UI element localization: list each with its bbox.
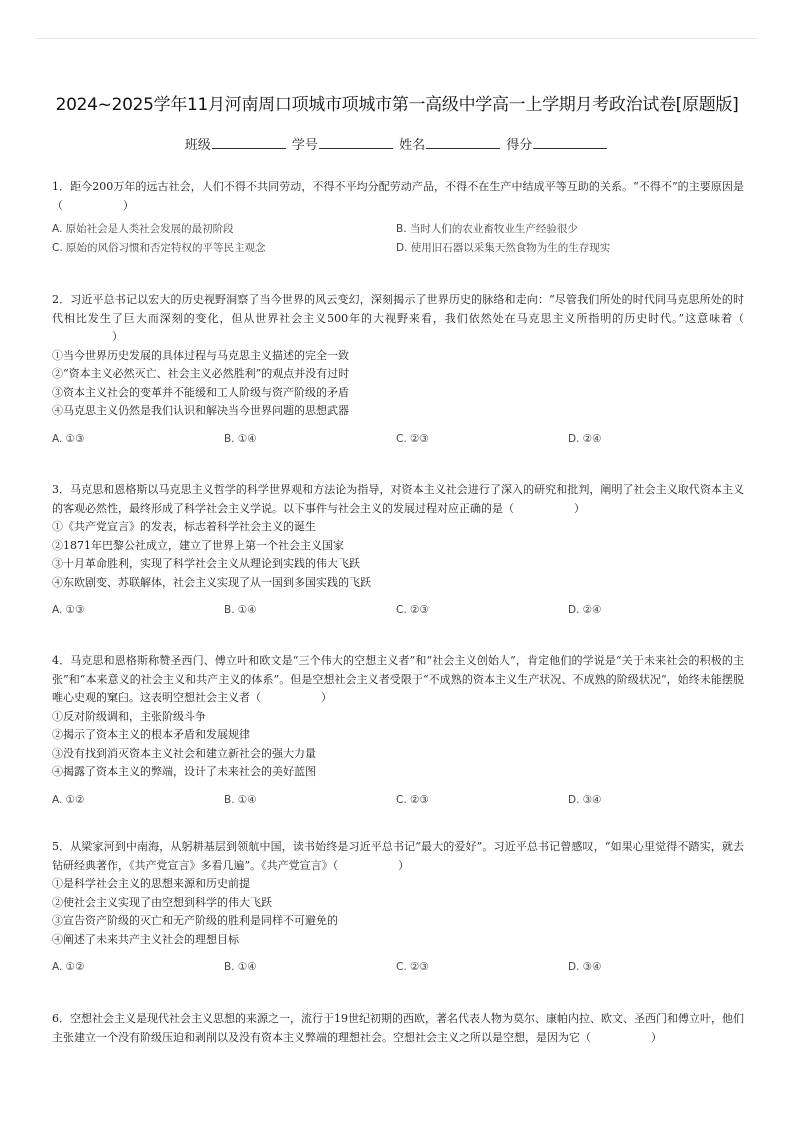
question-5 [52, 838, 744, 977]
class-blank[interactable] [212, 138, 286, 149]
statement-2: ②揭示了资本主义的根本矛盾和发展规律 [52, 728, 250, 741]
question-3 [52, 481, 744, 620]
option-d[interactable]: D. 使用旧石器以采集天然食物为生的生存现实 [396, 242, 611, 254]
statement-3: ③宣告资产阶级的灭亡和无产阶级的胜利是同样不可避免的 [52, 914, 338, 927]
id-blank[interactable] [319, 138, 393, 149]
page-title: 2024~2025学年11月河南周口项城市项城市第一高级中学高一上学期月考政治试卷[原题版] [55, 95, 739, 115]
option-a[interactable]: A. ①③ [52, 604, 85, 616]
option-a[interactable]: A. ①② [52, 961, 85, 973]
statement-1: ①当今世界历史发展的具体过程与马克思主义描述的完全一致 [52, 348, 349, 362]
student-info-line [0, 134, 794, 153]
id-label: 学号 [291, 138, 318, 153]
statement-4: ④阐述了未来共产主义社会的理想目标 [52, 932, 239, 946]
top-divider [36, 38, 758, 39]
question-6 [52, 1010, 744, 1047]
option-c[interactable]: C. ②③ [396, 793, 429, 806]
score-blank[interactable] [533, 138, 607, 149]
option-a[interactable]: A. ①② [52, 793, 85, 806]
statement-3: ③没有找到消灭资本主义社会和建立新社会的强大力量 [52, 746, 316, 760]
statement-1: ①反对阶级调和，主张阶级斗争 [52, 709, 206, 723]
statement-4: ④揭露了资本主义的弊端，设计了未来社会的美好蓝图 [52, 765, 316, 778]
question-4 [52, 652, 744, 809]
options [52, 958, 744, 977]
statement-2: ②使社会主义实现了由空想到科学的伟大飞跃 [52, 895, 272, 909]
question-stem: 6．空想社会主义是现代社会主义思想的来源之一，流行于19世纪初期的西欧，著名代表人物为莫尔、康帕内拉、欧文、圣西门和傅立叶，他们主张建立一个没有阶级压迫和剥削以及没有资本主义弊端的理想社会。空想社会主义之所以是空想，是因为它（ ） [52, 1012, 744, 1044]
option-c[interactable]: C. ②③ [396, 604, 429, 616]
name-label: 姓名 [399, 138, 426, 153]
statement-3: ③十月革命胜利，实现了科学社会主义从理论到实践的伟大飞跃 [52, 557, 360, 570]
statement-1: ①《共产党宣言》的发表，标志着科学社会主义的诞生 [52, 520, 316, 533]
name-blank[interactable] [426, 138, 500, 149]
question-stem: 1．距今200万年的远古社会，人们不得不共同劳动，不得不平均分配劳动产品，不得不在生产中结成平等互助的关系。“不得不”的主要原因是（ ） [52, 180, 744, 212]
option-d[interactable]: D. ③④ [568, 961, 602, 973]
option-d[interactable]: D. ③④ [568, 793, 602, 806]
option-c[interactable]: C. ②③ [396, 961, 429, 973]
option-b[interactable]: B. 当时人们的农业畜牧业生产经验很少 [396, 223, 578, 235]
question-stem: 4．马克思和恩格斯称赞圣西门、傅立叶和欧文是“三个伟大的空想主义者”和“社会主义创始人”，肯定他们的学说是“关于未来社会的积极的主张”和“本来意义的社会主义和共产主义的体系”。但是空想社会主义者受限于“不成熟的资本主义生产状况、不成熟的阶级状况”，始终未能摆脱唯心史观的窠臼。这表明空想社会主义者（ ） [52, 654, 744, 704]
option-c[interactable]: C. ②③ [396, 432, 429, 445]
question-stem: 5．从梁家河到中南海，从躬耕基层到领航中国，读书始终是习近平总书记“最大的爱好”。习近平总书记曾感叹，“如果心里觉得不踏实，就去钻研经典著作，《共产党宣言》多看几遍”。《共产党宣言》（ ） [52, 840, 744, 872]
statement-1: ①是科学社会主义的思想来源和历史前提 [52, 877, 250, 890]
options [52, 601, 744, 620]
options [52, 220, 744, 258]
statement-4: ④东欧剧变、苏联解体，社会主义实现了从一国到多国实践的飞跃 [52, 575, 371, 589]
options [52, 791, 744, 810]
option-c[interactable]: C. 原始的风俗习惯和否定特权的平等民主观念 [52, 242, 266, 254]
option-b[interactable]: B. ①④ [224, 604, 257, 616]
question-stem: 3．马克思和恩格斯以马克思主义哲学的科学世界观和方法论为指导，对资本主义社会进行了深入的研究和批判，阐明了社会主义取代资本主义的客观必然性，最终形成了科学社会主义学说。以下事件与社会主义的发展过程对应正确的是（ ） [52, 483, 744, 515]
option-d[interactable]: D. ②④ [568, 604, 602, 616]
class-label: 班级 [184, 138, 211, 153]
option-b[interactable]: B. ①④ [224, 432, 257, 445]
option-a[interactable]: A. 原始社会是人类社会发展的最初阶段 [52, 223, 234, 235]
option-b[interactable]: B. ①④ [224, 793, 257, 806]
option-d[interactable]: D. ②④ [568, 432, 602, 445]
statement-3: ③资本主义社会的变革并不能缓和工人阶级与资产阶级的矛盾 [52, 385, 349, 399]
question-2 [52, 291, 744, 448]
option-a[interactable]: A. ①③ [52, 432, 85, 445]
statement-2: ②“资本主义必然灭亡、社会主义必然胜利”的观点并没有过时 [52, 367, 350, 380]
question-1 [52, 178, 744, 258]
question-stem: 2．习近平总书记以宏大的历史视野洞察了当今世界的风云变幻，深刻揭示了世界历史的脉络和走向：“尽管我们所处的时代同马克思所处的时代相比发生了巨大而深刻的变化，但从世界社会主义500年的大视野来看，我们依然处在马克思主义所指明的历史时代。”这意味着（） [52, 293, 744, 343]
score-label: 得分 [506, 138, 533, 153]
statement-4: ④马克思主义仍然是我们认识和解决当今世界问题的思想武器 [52, 404, 349, 417]
option-b[interactable]: B. ①④ [224, 961, 257, 973]
options [52, 430, 744, 449]
statement-2: ②1871年巴黎公社成立，建立了世界上第一个社会主义国家 [52, 538, 344, 552]
